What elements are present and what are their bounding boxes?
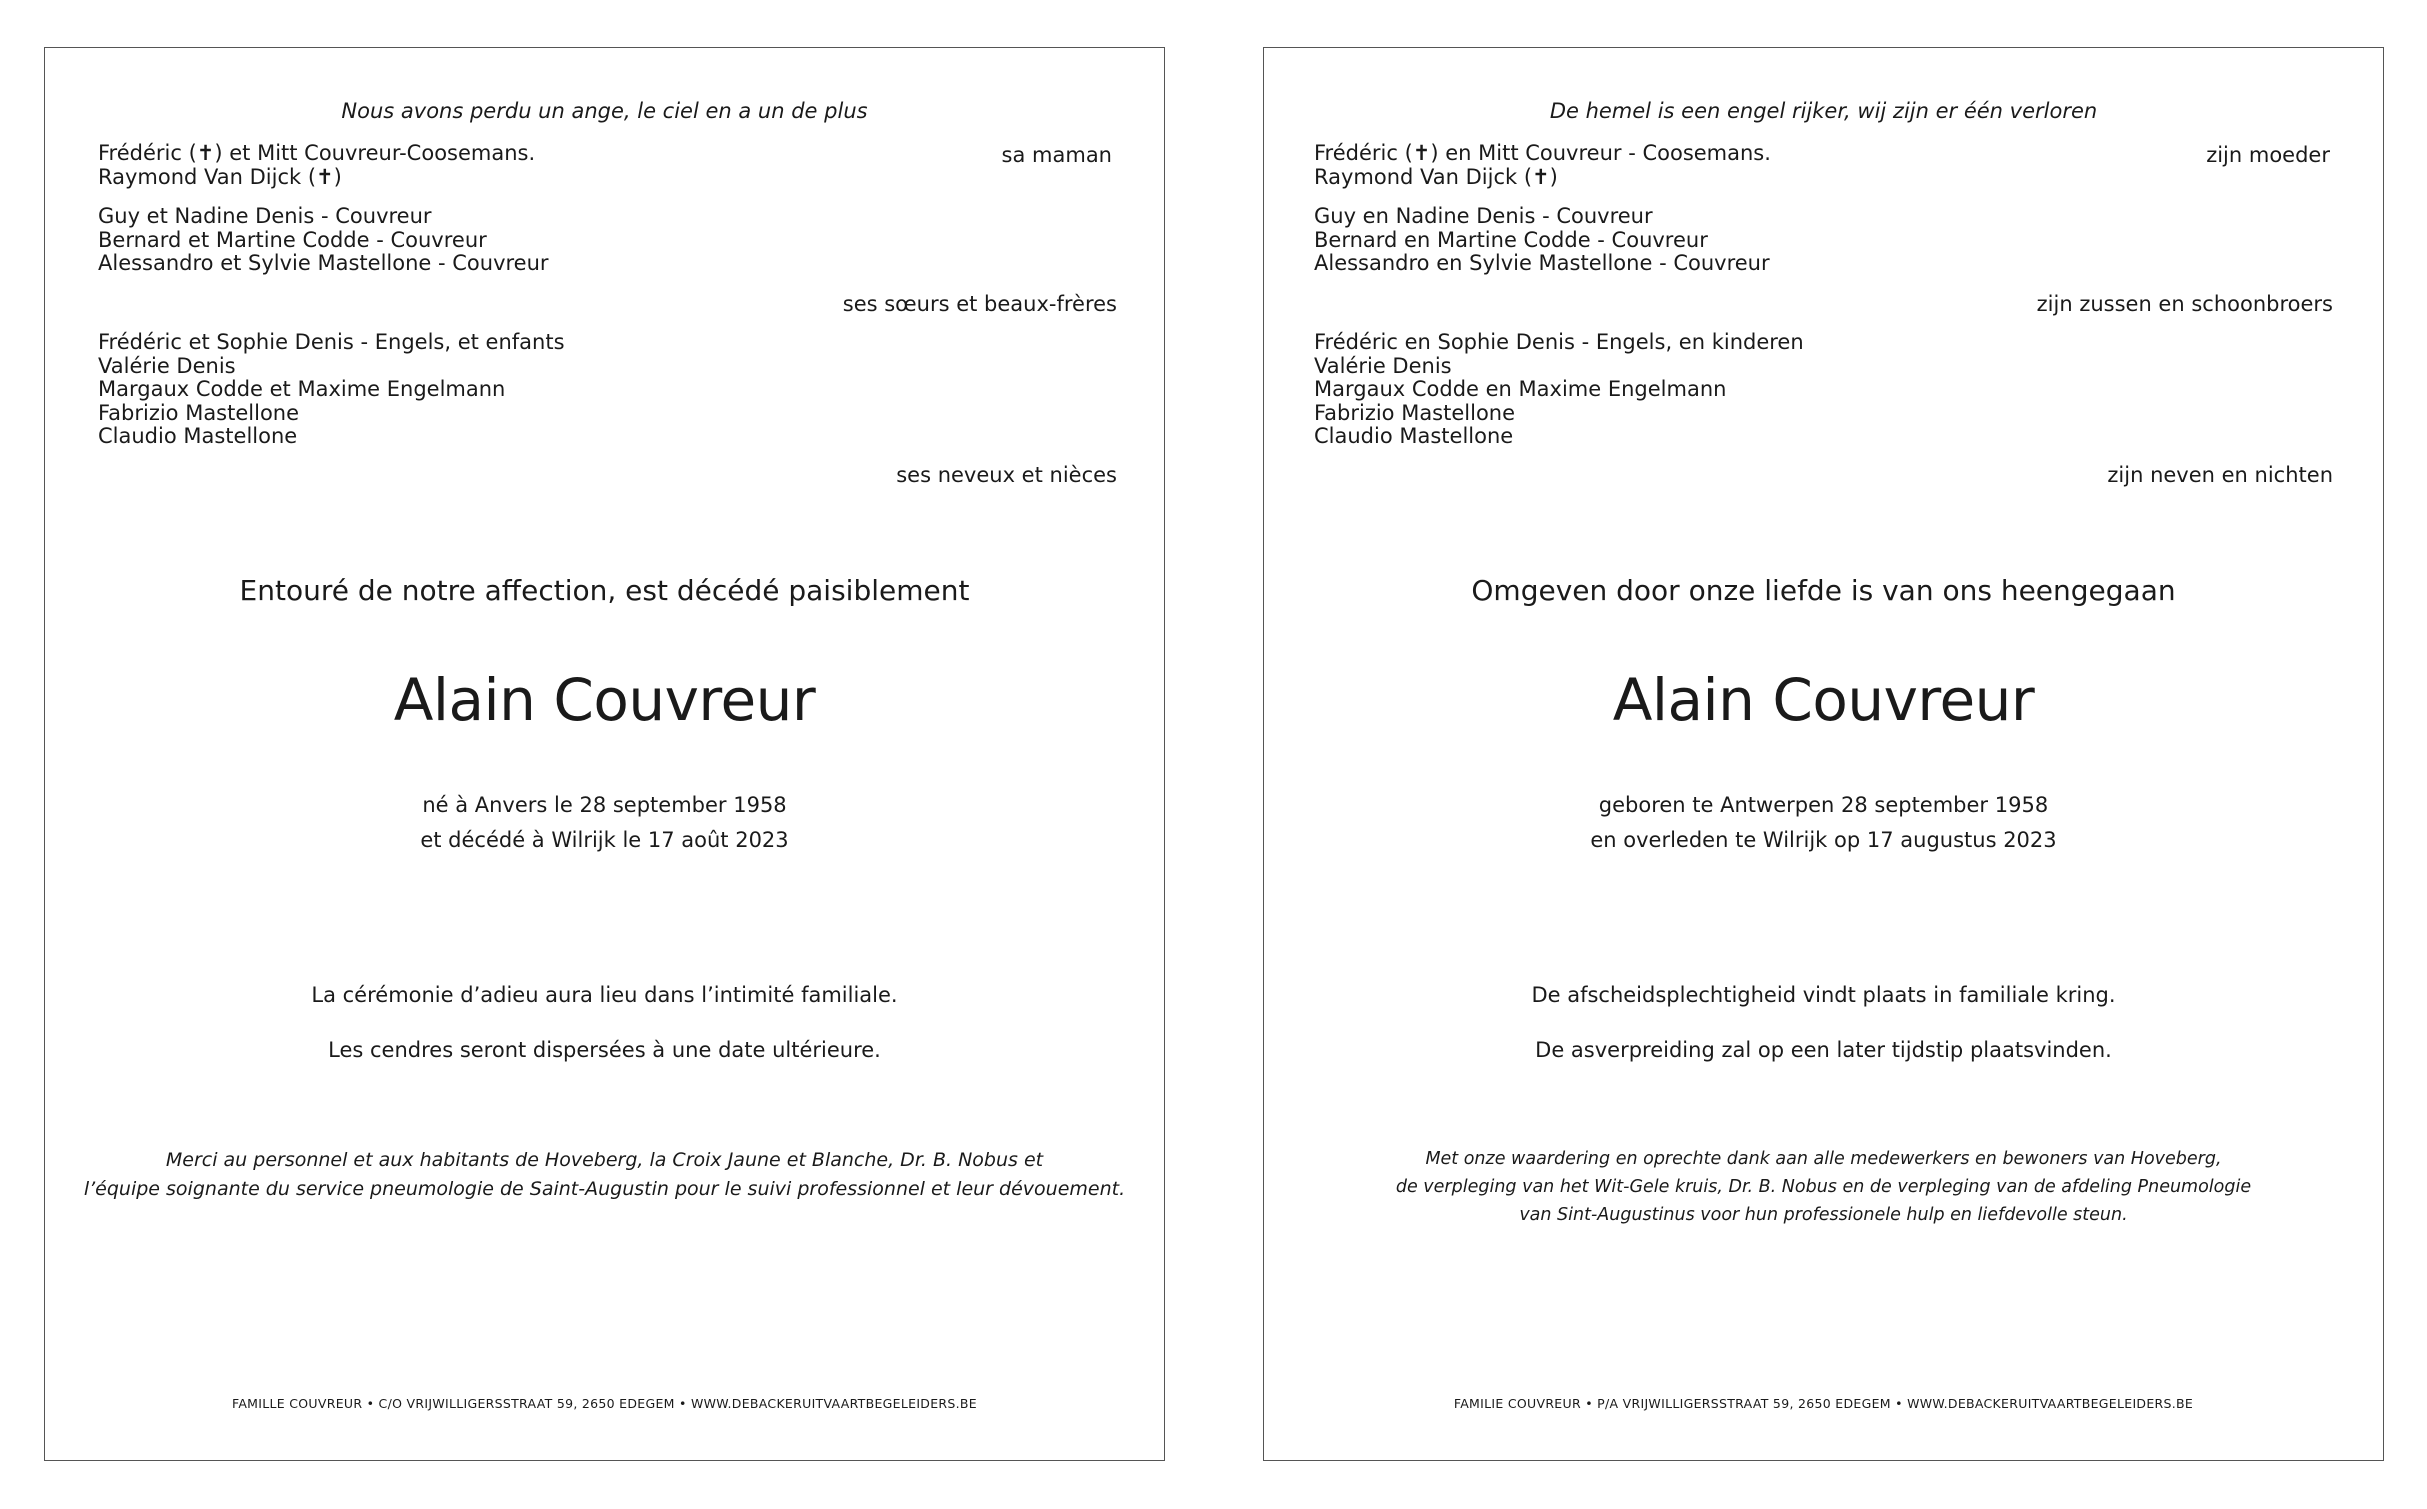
family-member: Alessandro en Sylvie Mastellone - Couvreur bbox=[1314, 251, 1770, 275]
relation-label-siblings: ses sœurs et beaux-frères bbox=[842, 292, 1117, 316]
family-group-parents bbox=[98, 142, 535, 189]
family-member: Valérie Denis bbox=[1314, 353, 1452, 378]
family-member: Margaux Codde en Maxime Engelmann bbox=[1314, 377, 1727, 401]
family-member: Margaux Codde et Maxime Engelmann bbox=[98, 377, 506, 401]
life-dates bbox=[1264, 788, 2383, 858]
death-line: en overleden te Wilrijk op 17 augustus 2023 bbox=[1590, 828, 2057, 852]
relation-label-mother: sa maman bbox=[1001, 143, 1112, 167]
family-group-nephews bbox=[98, 331, 565, 449]
thanks-line: van Sint-Augustinus voor hun professionele hulp en liefdevolle steun. bbox=[1519, 1205, 2128, 1225]
family-member: Raymond Van Dijck (✝) bbox=[98, 164, 342, 189]
relation-label-mother: zijn moeder bbox=[2206, 143, 2330, 167]
relation-label-siblings: zijn zussen en schoonbroers bbox=[2036, 292, 2333, 316]
dutch-death-notice bbox=[1263, 47, 2384, 1461]
family-member: Frédéric (✝) et Mitt Couvreur-Coosemans. bbox=[98, 141, 536, 165]
family-group-parents bbox=[1314, 142, 1771, 189]
life-dates bbox=[45, 788, 1164, 858]
thanks-message bbox=[45, 1146, 1164, 1204]
ashes-notice: De asverpreiding zal op een later tijdstip plaatsvinden. bbox=[1535, 1038, 2112, 1062]
family-group-nephews bbox=[1314, 331, 1804, 449]
family-member: Guy et Nadine Denis - Couvreur bbox=[98, 204, 432, 228]
deceased-name: Alain Couvreur bbox=[1612, 666, 2035, 734]
relation-label-nephews: ses neveux et nièces bbox=[896, 463, 1117, 487]
family-member: Claudio Mastellone bbox=[1314, 424, 1514, 448]
french-death-notice bbox=[44, 47, 1165, 1461]
family-member: Raymond Van Dijck (✝) bbox=[1314, 164, 1558, 189]
birth-line: geboren te Antwerpen 28 september 1958 bbox=[1598, 793, 2049, 817]
family-member: Bernard en Martine Codde - Couvreur bbox=[1314, 227, 1708, 252]
family-member: Valérie Denis bbox=[98, 353, 236, 378]
motto: Nous avons perdu un ange, le ciel en a un de plus bbox=[341, 99, 868, 123]
thanks-line: l’équipe soignante du service pneumologie de Saint-Augustin pour le suivi professionnel et leur dévouement. bbox=[83, 1178, 1126, 1200]
thanks-message bbox=[1264, 1145, 2383, 1229]
motto: De hemel is een engel rijker, wij zijn er één verloren bbox=[1549, 99, 2098, 123]
ashes-notice: Les cendres seront dispersées à une date ultérieure. bbox=[328, 1038, 881, 1062]
thanks-line: de verpleging van het Wit-Gele kruis, Dr. B. Nobus en de verpleging van de afdeling Pneumologie bbox=[1395, 1177, 2252, 1197]
footer-contact: FAMILIE COUVREUR • P/A VRIJWILLIGERSSTRAAT 59, 2650 EDEGEM • WWW.DEBACKERUITVAARTBEGELEIDERS.BE bbox=[1453, 1396, 2194, 1411]
announcement-intro: Omgeven door onze liefde is van ons heengegaan bbox=[1471, 574, 2176, 607]
family-member: Claudio Mastellone bbox=[98, 424, 298, 448]
family-member: Fabrizio Mastellone bbox=[98, 400, 300, 425]
footer-contact: FAMILLE COUVREUR • C/O VRIJWILLIGERSSTRAAT 59, 2650 EDEGEM • WWW.DEBACKERUITVAARTBEGELEIDERS.BE bbox=[231, 1396, 977, 1411]
family-member: Frédéric en Sophie Denis - Engels, en kinderen bbox=[1314, 330, 1804, 354]
announcement-intro: Entouré de notre affection, est décédé paisiblement bbox=[239, 574, 970, 607]
family-member: Alessandro et Sylvie Mastellone - Couvreur bbox=[98, 251, 549, 275]
family-member: Frédéric (✝) en Mitt Couvreur - Coosemans. bbox=[1314, 141, 1771, 165]
ceremony-notice: De afscheidsplechtigheid vindt plaats in familiale kring. bbox=[1531, 983, 2116, 1007]
deceased-name: Alain Couvreur bbox=[393, 666, 816, 734]
thanks-line: Met onze waardering en oprechte dank aan alle medewerkers en bewoners van Hoveberg, bbox=[1425, 1149, 2222, 1169]
thanks-line: Merci au personnel et aux habitants de Hoveberg, la Croix Jaune et Blanche, Dr. B. Nobus et bbox=[165, 1149, 1044, 1171]
relation-label-nephews: zijn neven en nichten bbox=[2107, 463, 2333, 487]
family-group-siblings bbox=[1314, 205, 1770, 276]
family-member: Bernard et Martine Codde - Couvreur bbox=[98, 227, 487, 252]
death-line: et décédé à Wilrijk le 17 août 2023 bbox=[420, 828, 789, 852]
ceremony-notice: La cérémonie d’adieu aura lieu dans l’intimité familiale. bbox=[311, 983, 898, 1007]
family-group-siblings bbox=[98, 205, 549, 276]
family-member: Frédéric et Sophie Denis - Engels, et enfants bbox=[98, 330, 565, 354]
family-member: Fabrizio Mastellone bbox=[1314, 400, 1516, 425]
birth-line: né à Anvers le 28 september 1958 bbox=[422, 793, 787, 817]
family-member: Guy en Nadine Denis - Couvreur bbox=[1314, 204, 1653, 228]
